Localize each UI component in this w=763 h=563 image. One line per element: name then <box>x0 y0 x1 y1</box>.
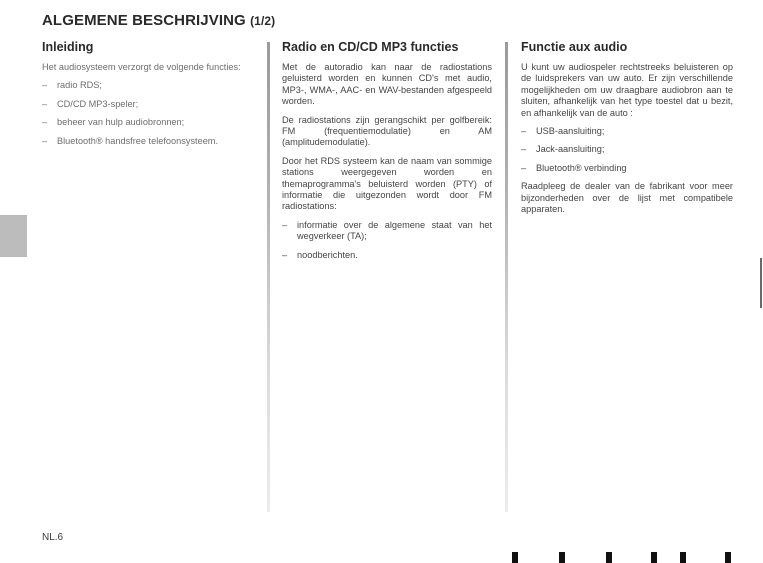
section-aux-audio <box>521 40 733 222</box>
thumb-index-mark <box>559 552 565 563</box>
thumb-index-mark <box>725 552 731 563</box>
section-inleiding <box>42 40 254 154</box>
list-item: – CD/CD MP3-speler; <box>42 98 139 109</box>
list-item: – noodberichten. <box>282 249 358 260</box>
list-item: – radio RDS; <box>42 80 102 91</box>
rds-info-list <box>282 220 492 261</box>
section-outro: Raadpleeg de dealer van de fabrikant voor meer bijzonderheden over de lijst met compatibele apparaten. <box>521 181 733 215</box>
thumb-index-mark <box>680 552 686 563</box>
thumb-index-mark <box>651 552 657 563</box>
thumb-index-mark <box>606 552 612 563</box>
section-heading: Radio en CD/CD MP3 functies <box>282 40 459 54</box>
list-item: – USB-aansluiting; <box>521 126 605 137</box>
section-radio-cd <box>282 40 492 268</box>
page-edge-mark <box>760 258 762 308</box>
section-heading: Functie aux audio <box>521 40 628 54</box>
column-divider <box>505 42 508 512</box>
thumb-index-mark <box>512 552 518 563</box>
connection-list <box>521 126 733 174</box>
list-item: – beheer van hulp audiobronnen; <box>42 117 185 128</box>
list-item: – Bluetooth® verbinding <box>521 162 627 173</box>
page-title <box>42 12 275 29</box>
function-list <box>42 80 254 147</box>
paragraph: De radiostations zijn gerangschikt per golfbereik: FM (frequentiemodulatie) en AM (amplitudemodulatie). <box>282 114 492 148</box>
page-title-suffix: (1/2) <box>250 14 276 28</box>
list-item: – Jack-aansluiting; <box>521 144 605 155</box>
section-intro: U kunt uw audiospeler rechtstreeks beluisteren op de luidsprekers van uw auto. Er zijn verschillende mogelijkheden om uw draagbare audiobron aan te sluiten, afhankelijk van het type toestel dat u bezit, en afhankelijk van de auto : <box>521 62 733 118</box>
section-heading: Inleiding <box>42 40 94 54</box>
section-intro: Het audiosysteem verzorgt de volgende functies: <box>42 62 241 72</box>
paragraph: Door het RDS systeem kan de naam van sommige stations weergegeven worden en themaprogramma's beluisterd worden (PTY) of informatie die uitgezonden wordt door FM radiostations: <box>282 155 492 212</box>
list-item: – informatie over de algemene staat van het wegverkeer (TA); <box>282 219 492 242</box>
paragraph: Met de autoradio kan naar de radiostations geluisterd worden en kunnen CD's met audio, MP3-, WMA-, AAC- en WAV-bestanden afgespeeld worden. <box>282 62 492 107</box>
page-number: NL.6 <box>42 532 64 543</box>
list-item: – Bluetooth® handsfree telefoonsysteem. <box>42 135 219 146</box>
chapter-tab-marker <box>0 215 27 257</box>
column-divider <box>267 42 270 512</box>
page-title-text: ALGEMENE BESCHRIJVING <box>42 12 246 29</box>
